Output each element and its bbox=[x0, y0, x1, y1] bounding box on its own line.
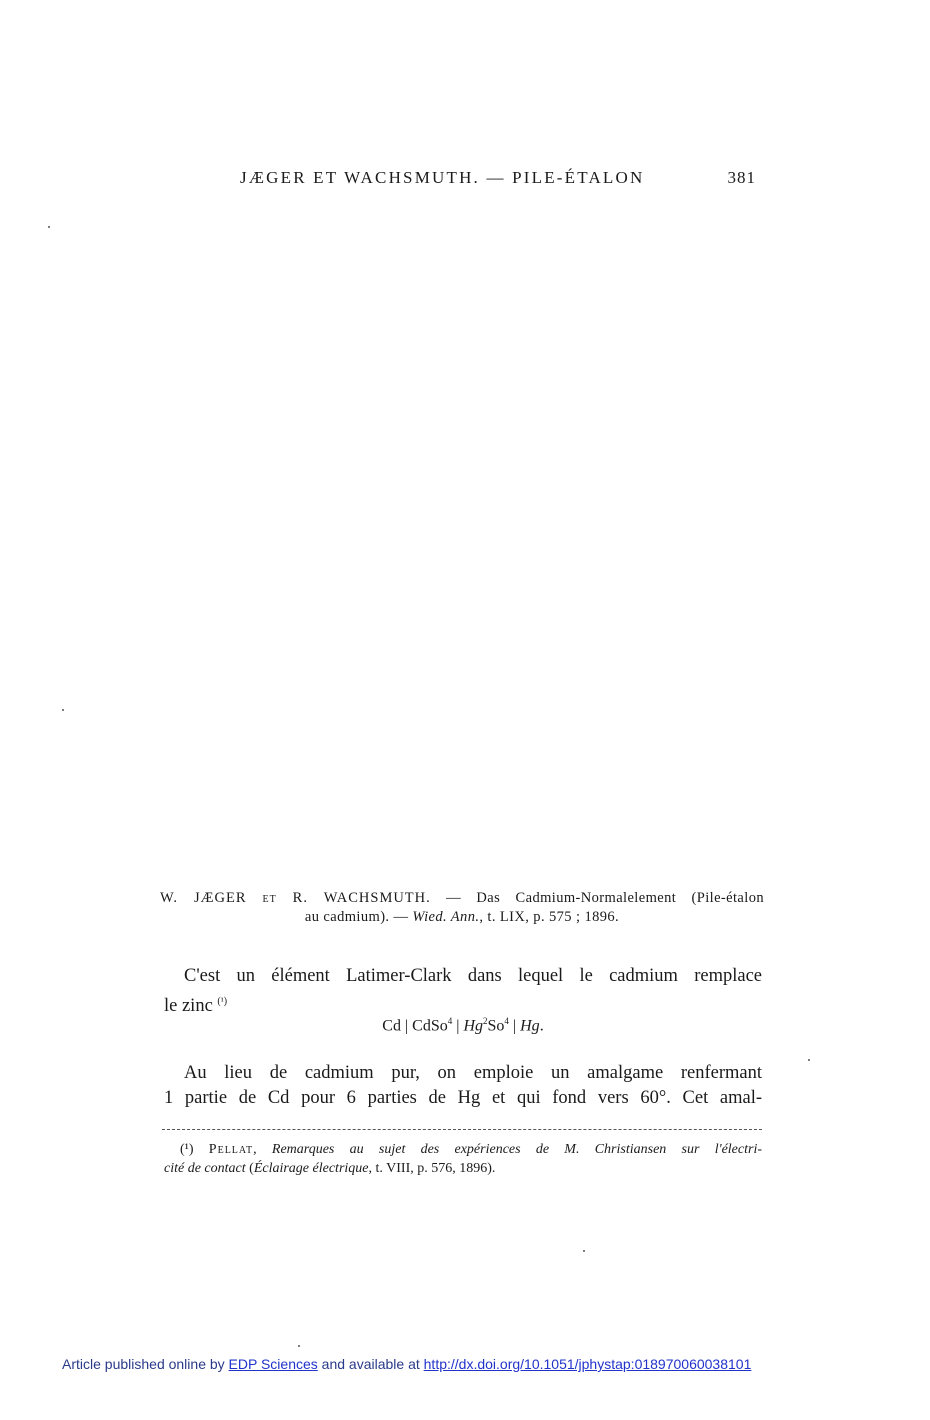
paragraph-1 bbox=[164, 964, 762, 1019]
footnote-line-2 bbox=[164, 1159, 762, 1178]
publisher-notice bbox=[62, 1356, 751, 1372]
footnote-paren: ( bbox=[245, 1161, 254, 1176]
footnote-mark: (¹) bbox=[180, 1142, 194, 1157]
formula-superscript: 2 bbox=[483, 1016, 488, 1026]
paragraph-2-line-2: 1 partie de Cd pour 6 parties de Hg et qui fond vers 60°. Cet amal- bbox=[164, 1088, 762, 1108]
publisher-middle: and available at bbox=[317, 1356, 424, 1372]
footnote-author: Pellat bbox=[208, 1142, 254, 1157]
citation-authors: W. JÆGER et R. WACHSMUTH. bbox=[160, 890, 431, 906]
footnote-separator bbox=[162, 1129, 762, 1130]
paragraph-1-line-1: C'est un élément Latimer-Clark dans lequel le cadmium remplace bbox=[184, 966, 762, 986]
scan-speck bbox=[48, 226, 50, 228]
scan-speck bbox=[583, 1250, 585, 1252]
citation-line-1 bbox=[160, 889, 764, 908]
formula-hg: Hg bbox=[463, 1017, 484, 1035]
running-title: JÆGER ET WACHSMUTH. — PILE-ÉTALON bbox=[240, 168, 645, 187]
page-number: 381 bbox=[727, 168, 756, 187]
footnote bbox=[164, 1140, 762, 1178]
citation-title-part-2: au cadmium). — bbox=[304, 909, 413, 925]
footnote-reference: (¹) bbox=[217, 996, 228, 1007]
edp-sciences-link[interactable]: EDP Sciences bbox=[228, 1356, 318, 1372]
cell-formula bbox=[164, 1016, 762, 1035]
formula-so: So bbox=[487, 1017, 505, 1035]
running-head bbox=[240, 168, 760, 192]
formula-separator: | bbox=[452, 1017, 464, 1035]
paragraph-2-line-1: Au lieu de cadmium pur, on emploie un amalgame renfermant bbox=[184, 1063, 762, 1083]
formula-separator: | bbox=[508, 1017, 521, 1035]
footnote-journal: Éclairage électrique bbox=[253, 1161, 369, 1176]
doi-link[interactable]: http://dx.doi.org/10.1051/jphystap:018970060038101 bbox=[423, 1356, 752, 1372]
paragraph-2 bbox=[164, 1061, 762, 1111]
citation-line-2 bbox=[160, 908, 764, 927]
formula-hg-end: Hg bbox=[520, 1017, 540, 1035]
citation-journal: Wied. Ann. bbox=[412, 909, 480, 925]
scan-speck bbox=[298, 1345, 300, 1347]
scan-speck bbox=[62, 709, 64, 711]
formula-cd-part: Cd | CdSo bbox=[382, 1017, 448, 1035]
paragraph-1-line-2 bbox=[164, 989, 762, 1019]
footnote-title-part-1: Remarques au sujet des expériences de M. Christiansen sur l'électri- bbox=[271, 1142, 763, 1157]
citation-title-part-1: — Das Cadmium-Normalelement (Pile-étalon bbox=[430, 890, 764, 906]
footnote-title-part-2: cité de contact bbox=[164, 1161, 246, 1176]
footnote-details: , t. VIII, p. 576, 1896). bbox=[368, 1161, 496, 1176]
scan-speck bbox=[808, 1059, 810, 1061]
article-citation bbox=[160, 889, 764, 927]
formula-superscript: 4 bbox=[447, 1016, 453, 1026]
formula-superscript: 4 bbox=[504, 1016, 509, 1026]
formula-period: . bbox=[539, 1017, 544, 1035]
paragraph-1-line-2-text: le zinc bbox=[164, 996, 213, 1017]
citation-details: , t. LIX, p. 575 ; 1896. bbox=[479, 909, 620, 925]
publisher-prefix: Article published online by bbox=[62, 1356, 229, 1372]
footnote-line-1: (¹) Pellat, Remarques au sujet des expériences de M. Christiansen sur l'électri- bbox=[180, 1142, 763, 1157]
